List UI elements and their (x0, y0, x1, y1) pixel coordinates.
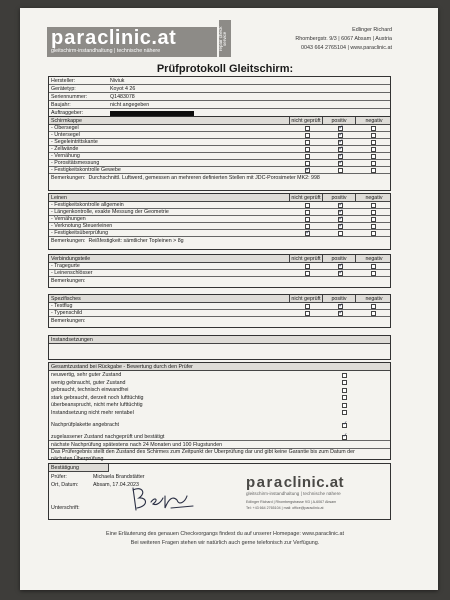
checklist-label: - Untersegel (51, 132, 80, 138)
checkbox[interactable] (305, 147, 310, 152)
condition-label: Instandsetzung nicht mehr rentabel (51, 409, 134, 416)
logo2-contact: Tel: +43 664 2765104 | mail: office@paraclinic.at (246, 506, 324, 510)
device-row (49, 85, 390, 93)
checklist-label: - Typenschild (51, 310, 83, 316)
checkbox[interactable] (338, 168, 343, 173)
checkbox[interactable] (305, 217, 310, 222)
remarks-label: Bemerkungen: (51, 278, 86, 284)
pruefer-value: Michaela Brandstätter (93, 474, 145, 480)
column-header: nicht geprüft (289, 295, 322, 303)
checklist-label: - Testflug (51, 303, 73, 309)
checkbox[interactable] (305, 304, 310, 309)
device-row (49, 77, 390, 85)
pruefer-label: Prüfer: (51, 474, 67, 480)
section-title: Bestätigung (51, 465, 79, 471)
condition-label: stark gebraucht, derzeit noch lufttüchtig (51, 394, 144, 401)
checklist-row (49, 230, 390, 237)
footer-line-2: Bei weiteren Fragen stehen wir natürlich auch gerne telefonisch zur Verfügung. (130, 540, 320, 546)
checkbox[interactable] (371, 271, 376, 276)
device-value: nicht angegeben (110, 102, 150, 108)
checklist-label: - Verknotung Steuerleinen (51, 223, 113, 229)
checklist-label: - Tragegurte (51, 263, 80, 269)
section-title: Gesamtzustand bei Rückgabe - Bewertung durch den Prüfer (51, 364, 193, 370)
condition-checkbox[interactable] (342, 410, 347, 415)
section-header (49, 363, 390, 371)
checkbox[interactable] (371, 161, 376, 166)
signature (127, 484, 199, 514)
naechste-label: nächste Nachprüfung spätestens nach 24 Monaten und 100 Flugstunden (51, 442, 223, 448)
section-instandsetzungen (48, 335, 391, 360)
logo-tagline: gleitschirm-instandhaltung | technische nähere (51, 48, 161, 54)
ort-label: Ort, Datum: (51, 482, 79, 488)
column-header: negativ (355, 255, 392, 263)
device-label: Auftraggeber: (51, 110, 84, 116)
condition-label: gebraucht, technisch einwandfrei (51, 387, 129, 393)
zulassung-row (49, 433, 390, 441)
device-value: Q1483078 (110, 94, 135, 100)
plakette-row (49, 421, 390, 429)
checklist-row (49, 310, 390, 317)
address-line: 0043 664 2765104 | www.paraclinic.at (300, 45, 392, 51)
checkbox[interactable] (305, 126, 310, 131)
column-header: nicht geprüft (289, 255, 322, 263)
section-gesamtzustand (48, 362, 391, 460)
checklist-label: - Festigkeitsüberprüfung (51, 230, 109, 236)
column-header: positiv (322, 255, 355, 263)
section-verbindungsteile (48, 254, 391, 288)
remarks-text: Durchschnittl. Luftwerd, gemessen an mehreren definierten Stellen mit JDC-Porosimeter MK2: 998 (88, 175, 320, 181)
checklist-label: - Vernähung (51, 153, 80, 159)
address-line: Edlinger Richard (352, 27, 392, 33)
pruefer-row (49, 473, 239, 481)
checkbox[interactable] (371, 210, 376, 215)
device-label: Gerätetyp: (51, 86, 76, 92)
checklist-label: - Porositätsmessung (51, 160, 100, 166)
checkbox[interactable] (371, 231, 376, 236)
checkbox[interactable] (371, 203, 376, 208)
plakette-checkbox[interactable] (342, 423, 347, 428)
remarks-label: Bemerkungen: (51, 175, 86, 181)
checklist-row (49, 167, 390, 174)
checklist-label: - Vernähungen (51, 216, 86, 222)
unterschrift-label: Unterschrift: (51, 505, 80, 511)
checkbox[interactable] (371, 217, 376, 222)
header-address (295, 26, 392, 53)
checklist-label: - Festigkeitskontrolle allgemein (51, 202, 124, 208)
remarks-row (49, 317, 390, 325)
logo-clinic: clinic.at (97, 27, 177, 49)
column-header: positiv (322, 295, 355, 303)
checkbox[interactable] (305, 133, 310, 138)
condition-label: wenig gebraucht, guter Zustand (51, 379, 126, 386)
naechste-row (49, 441, 390, 449)
checkbox[interactable] (371, 126, 376, 131)
checkbox[interactable] (371, 168, 376, 173)
checklist-label: - Leinenschlösser (51, 270, 93, 276)
logo2-tagline: gleitschirm-instandhaltung | technische nähere (246, 491, 341, 496)
device-value: Koyot 4 26 (110, 86, 136, 92)
footer-logo (246, 474, 386, 511)
logo-side-label: repair check service (219, 20, 231, 57)
address-line: Rhombergstr. 9/3 | 6067 Absam | Austria (295, 36, 392, 42)
remarks-text: Reißfestigkeit: sämtlicher Topleinen > 8g (88, 238, 184, 244)
remarks-label: Bemerkungen: (51, 238, 86, 244)
footer-line-1: Eine Erläuterung des genauen Checkvorgangs findest du auf unserer Homepage: www.paraclinic.at (106, 531, 344, 537)
device-label: Seriennummer: (51, 94, 88, 100)
section-title: Instandsetzungen (51, 337, 93, 343)
section-title: Spezifisches (51, 296, 81, 302)
checkbox[interactable] (305, 140, 310, 145)
checkbox[interactable] (305, 168, 310, 173)
section-header (49, 336, 390, 344)
checklist-label: - Längenkontrolle, exakte Messung der Geometrie (51, 209, 169, 215)
device-info-box (48, 76, 391, 118)
checklist-row (49, 223, 390, 230)
condition-checkbox[interactable] (342, 373, 347, 378)
section-leinen (48, 193, 391, 250)
column-header: negativ (355, 295, 392, 303)
checkbox[interactable] (371, 154, 376, 159)
zulassung-checkbox[interactable] (342, 435, 347, 440)
condition-checkbox[interactable] (342, 395, 347, 400)
checkbox[interactable] (305, 210, 310, 215)
column-header: positiv (322, 194, 355, 202)
checkbox[interactable] (305, 154, 310, 159)
logo2-para: para (246, 474, 284, 491)
remarks-row (49, 277, 390, 285)
remarks-row (49, 174, 390, 182)
device-row (49, 93, 390, 101)
checkbox[interactable] (305, 271, 310, 276)
checkbox[interactable] (305, 311, 310, 316)
checkbox[interactable] (371, 311, 376, 316)
disclaimer-note: Das Prüfergebnis stellt den Zustand des Schirmes zum Zeitpunkt der Überprüfung dar und gibt keine Garantie bis zum Datum der nächsten Überprüfung. (51, 449, 355, 462)
column-header: nicht geprüft (289, 194, 322, 202)
condition-checkbox[interactable] (342, 388, 347, 393)
paraclinic-logo (47, 27, 217, 57)
device-label: Baujahr: (51, 102, 71, 108)
column-header: positiv (322, 117, 355, 125)
checkbox[interactable] (305, 231, 310, 236)
checkbox[interactable] (338, 271, 343, 276)
checkbox[interactable] (371, 147, 376, 152)
section-title: Schirmkappe (51, 118, 82, 124)
header (47, 20, 392, 60)
checklist-row (49, 160, 390, 167)
section-header (49, 464, 109, 472)
checkbox[interactable] (305, 203, 310, 208)
device-row (49, 101, 390, 109)
checkbox[interactable] (338, 224, 343, 229)
condition-row (49, 409, 390, 417)
checklist-row (49, 270, 390, 277)
checkbox[interactable] (371, 133, 376, 138)
column-header: nicht geprüft (289, 117, 322, 125)
checkbox[interactable] (338, 311, 343, 316)
checkbox[interactable] (371, 264, 376, 269)
checkbox[interactable] (338, 231, 343, 236)
plakette-label: Nachprüfplakette angebracht (51, 422, 120, 428)
checklist-label: - Zellwände (51, 146, 79, 152)
checklist-label: - Segeleintrittskante (51, 139, 98, 145)
logo2-address: Edlinger Richard | Rhombergstrasse 9/3 | A-6067 Absam (246, 500, 337, 504)
zulassung-label: zugelassener Zustand nachgeprüft und bestätigt (51, 434, 165, 440)
condition-label: neuwertig, sehr guter Zustand (51, 372, 122, 378)
condition-checkbox[interactable] (342, 380, 347, 385)
logo-para: para (51, 27, 98, 49)
checklist-label: - Festigkeitskontrolle Gewebe (51, 167, 121, 173)
condition-label: überbeansprucht, nicht mehr lufttüchtig (51, 402, 143, 408)
section-spezifisches (48, 294, 391, 328)
section-title: Verbindungsteile (51, 256, 91, 262)
checkbox[interactable] (371, 224, 376, 229)
ort-value: Absam, 17.04.2023 (93, 482, 139, 488)
page-title: Prüfprotokoll Gleitschirm: (156, 63, 294, 75)
device-label: Hersteller: (51, 78, 76, 84)
checklist-label: - Obersegel (51, 125, 79, 131)
remarks-label: Bemerkungen: (51, 318, 86, 324)
section-title: Leinen (51, 195, 67, 201)
column-header: negativ (355, 117, 392, 125)
logo2-clinic: clinic.at (283, 474, 345, 491)
checkbox[interactable] (338, 161, 343, 166)
checkbox[interactable] (305, 264, 310, 269)
column-header: negativ (355, 194, 392, 202)
section-schirmkappe (48, 116, 391, 191)
checkbox[interactable] (371, 140, 376, 145)
condition-checkbox[interactable] (342, 403, 347, 408)
checkbox[interactable] (371, 304, 376, 309)
device-value: Niviuk (110, 78, 125, 84)
remarks-row (49, 237, 390, 245)
